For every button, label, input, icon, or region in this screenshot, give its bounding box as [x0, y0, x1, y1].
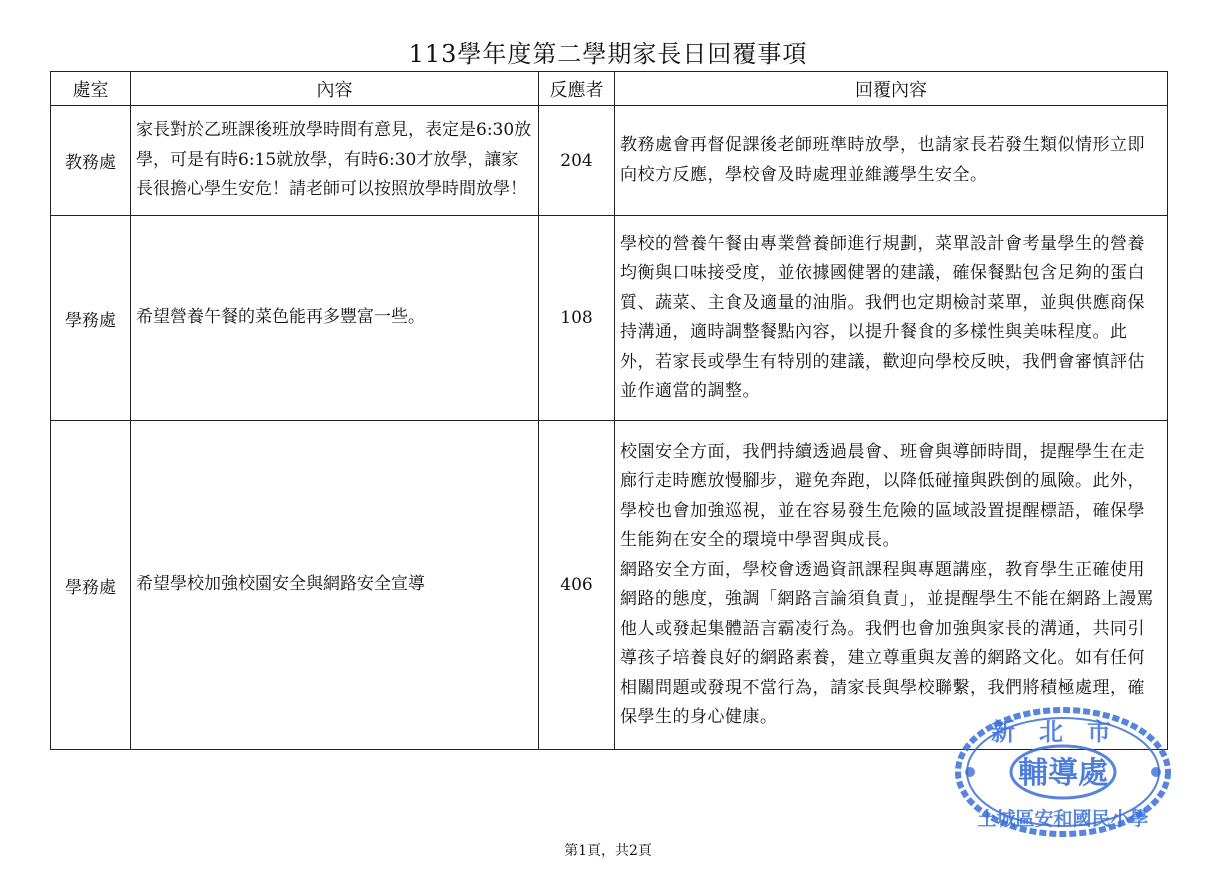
reply-cell: [615, 106, 1168, 216]
count-cell: 406: [539, 421, 615, 750]
content-cell: 家長對於乙班課後班放學時間有意見，表定是6:30放學，可是有時6:15就放學，有時6:30才放學，讓家長很擔心學生安危！請老師可以按照放學時間放學！: [131, 106, 539, 216]
dept-cell: 教務處: [51, 106, 131, 216]
stamp-center-text: 輔導處: [1018, 756, 1108, 791]
dept-cell: 學務處: [51, 421, 131, 750]
table-row: [51, 216, 1168, 421]
header-reply: 回覆內容: [615, 72, 1168, 106]
reply-paragraph: 教務處會再督促課後老師班準時放學，也請家長若發生類似情形立即向校方反應，學校會及時處理並維護學生安全。: [620, 135, 1145, 185]
header-content: 內容: [131, 72, 539, 106]
stamp-top-text: 新北市: [991, 718, 1135, 746]
count-cell: 204: [539, 106, 615, 216]
header-dept: 處室: [51, 72, 131, 106]
document-title: 113學年度第二學期家長日回覆事項: [408, 40, 808, 68]
reply-table: [50, 71, 1168, 750]
school-seal-stamp: [948, 700, 1178, 850]
reply-cell: [615, 216, 1168, 421]
dept-cell: 學務處: [51, 216, 131, 421]
reply-paragraph: 網路安全方面，學校會透過資訊課程與專題講座，教育學生正確使用網路的態度，強調「網路言論須負責」，並提醒學生不能在網路上謾罵他人或發起集體語言霸凌行為。我們也會加強與家長的溝通，共同引導孩子培養良好的網路素養，建立尊重與友善的網路文化。如有任何相關問題或發現不當行為，請家長與學校聯繫，我們將積極處理，確保學生的身心健康。: [620, 559, 1154, 727]
content-cell: 希望學校加強校園安全與網路安全宣導: [131, 421, 539, 750]
count-cell: 108: [539, 216, 615, 421]
reply-paragraph: 學校的營養午餐由專業營養師進行規劃，菜單設計會考量學生的營養均衡與口味接受度，並依據國健署的建議，確保餐點包含足夠的蛋白質、蔬菜、主食及適量的油脂。我們也定期檢討菜單，並與供應商保持溝通，適時調整餐點內容，以提升餐食的多樣性與美味程度。此外，若家長或學生有特別的建議，歡迎向學校反映，我們會審慎評估並作適當的調整。: [620, 233, 1145, 401]
stamp-bottom-text: 土城區安和國民小學: [977, 808, 1149, 830]
reply-paragraph: 校園安全方面，我們持續透過晨會、班會與導師時間，提醒學生在走廊行走時應放慢腳步，避免奔跑，以降低碰撞與跌倒的風險。此外，學校也會加強巡視，並在容易發生危險的區域設置提醒標語，確保學生能夠在安全的環境中學習與成長。: [620, 441, 1145, 550]
table-row: [51, 106, 1168, 216]
table-header-row: [51, 72, 1168, 106]
content-cell: 希望營養午餐的菜色能再多豐富一些。: [131, 216, 539, 421]
stamp-dot-right: [1151, 767, 1161, 777]
page-footer: 第1頁，共2頁: [564, 843, 652, 859]
stamp-dot-left: [965, 767, 975, 777]
header-count: 反應者: [539, 72, 615, 106]
